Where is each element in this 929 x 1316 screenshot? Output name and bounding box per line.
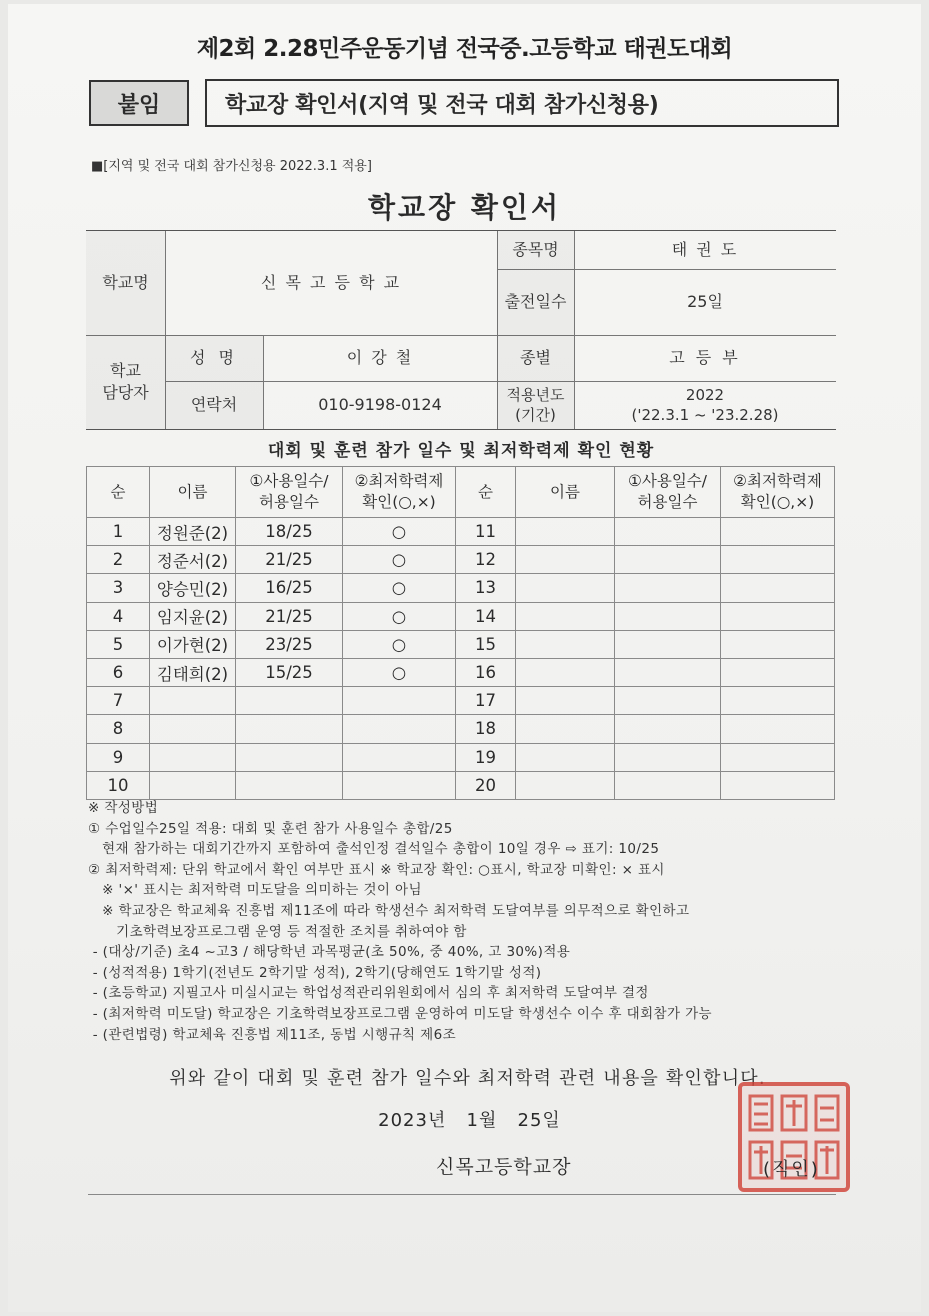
check-cell: ○ <box>343 546 456 574</box>
check-cell <box>721 743 835 771</box>
sport-value: 태 권 도 <box>671 240 739 260</box>
name-cell: 정원준(2) <box>150 518 236 546</box>
note-line: ※ 학교장은 학교체육 진흥법 제11조에 따라 학생선수 최저학력 도달여부를 의무적으로 확인하고 <box>88 902 690 919</box>
header-name-right: 이름 <box>516 467 615 518</box>
header-check: ②최저학력제 확인(○,×) <box>343 467 456 518</box>
check-cell <box>721 574 835 602</box>
name-cell <box>516 602 615 630</box>
seq-cell: 12 <box>456 546 516 574</box>
note-line: ※ '×' 표시는 최저학력 미도달을 의미하는 것이 아님 <box>88 882 422 899</box>
table-row <box>87 518 835 546</box>
days-cell <box>236 715 343 743</box>
seq-cell: 5 <box>87 630 150 658</box>
manager-label <box>86 335 165 429</box>
seq-cell: 17 <box>456 687 516 715</box>
days-cell <box>615 630 721 658</box>
seq-cell: 4 <box>87 602 150 630</box>
days-cell: 16/25 <box>236 574 343 602</box>
contact-label: 연락처 <box>165 381 263 429</box>
days-cell <box>236 743 343 771</box>
table-row <box>87 630 835 658</box>
days-cell <box>615 574 721 602</box>
days-cell: 18/25 <box>236 518 343 546</box>
header-name: 이름 <box>150 467 236 518</box>
check-cell: ○ <box>343 602 456 630</box>
table-header-row <box>87 467 835 518</box>
seq-cell: 9 <box>87 743 150 771</box>
days-cell: 21/25 <box>236 546 343 574</box>
days-cell <box>615 743 721 771</box>
days-cell <box>236 687 343 715</box>
contact-value: 010-9198-0124 <box>318 395 442 415</box>
manager-name-value: 이 강 철 <box>346 348 414 368</box>
days-cell <box>615 546 721 574</box>
seq-cell: 19 <box>456 743 516 771</box>
year-value-line1: 2022 <box>685 385 725 404</box>
year-value <box>574 381 836 429</box>
school-name-label: 학교명 <box>86 231 165 335</box>
seq-cell: 15 <box>456 630 516 658</box>
year-label <box>497 381 574 429</box>
seq-cell: 11 <box>456 518 516 546</box>
attachment-title: 학교장 확인서(지역 및 전국 대회 참가신청용) <box>205 79 839 127</box>
header-days-right: ①사용일수/ 허용일수 <box>615 467 721 518</box>
header-seq: 순 <box>87 467 150 518</box>
name-cell <box>150 715 236 743</box>
note-line: 기초학력보장프로그램 운영 등 적절한 조치를 취하여야 함 <box>88 923 467 940</box>
manager-name-label: 성 명 <box>165 335 263 381</box>
year-label-line1: 적용년도 <box>506 385 565 404</box>
check-cell: ○ <box>343 574 456 602</box>
check-cell <box>721 771 835 799</box>
check-cell <box>343 771 456 799</box>
note-line: ① 수업일수25일 적용: 대회 및 훈련 참가 사용일수 총합/25 <box>88 820 453 837</box>
issue-date: 2023년 1월 25일 <box>378 1110 561 1131</box>
document-title: 학교장 확인서 <box>367 191 562 224</box>
check-cell <box>721 630 835 658</box>
check-cell: ○ <box>343 658 456 686</box>
days-cell <box>615 771 721 799</box>
note-line: - (초등학교) 지필고사 미실시교는 학업성적관리위원회에서 심의 후 최저학력 도달여부 결정 <box>88 985 649 1002</box>
seq-cell: 13 <box>456 574 516 602</box>
seq-cell: 3 <box>87 574 150 602</box>
note-line: - (성적적용) 1학기(전년도 2학기말 성적), 2학기(당해연도 1학기말 성적) <box>88 964 542 981</box>
table-row <box>87 546 835 574</box>
note-line: - (관련법령) 학교체육 진흥법 제11조, 동법 시행규칙 제6조 <box>88 1026 457 1043</box>
name-cell <box>516 687 615 715</box>
name-cell <box>516 771 615 799</box>
note-line: - (최저학력 미도달) 학교장은 기초학력보장프로그램 운영하여 미도달 학생선수 이수 후 대회참가 가능 <box>88 1005 712 1022</box>
attachment-label: 붙임 <box>89 80 189 126</box>
days-cell <box>615 602 721 630</box>
check-cell <box>343 743 456 771</box>
header-seq-right: 순 <box>456 467 516 518</box>
principal-title: 신목고등학교장 <box>436 1156 572 1178</box>
name-cell: 이가현(2) <box>150 630 236 658</box>
days-cell: 23/25 <box>236 630 343 658</box>
name-cell <box>516 715 615 743</box>
note-line: ② 최저학력제: 단위 학교에서 확인 여부만 표시 ※ 학교장 확인: ○표시, 학교장 미확인: × 표시 <box>88 861 665 878</box>
name-cell <box>516 546 615 574</box>
school-name-value: 신 목 고 등 학 교 <box>260 273 402 293</box>
days-label: 출전일수 <box>497 269 574 335</box>
seq-cell: 8 <box>87 715 150 743</box>
division-label: 종별 <box>497 335 574 381</box>
name-cell <box>516 658 615 686</box>
check-cell <box>721 602 835 630</box>
days-cell: 15/25 <box>236 658 343 686</box>
note-line: 현재 참가하는 대회기간까지 포함하여 출석인정 결석일수 총합이 10일 경우 ⇨ 표기: 10/25 <box>88 841 660 858</box>
check-cell <box>721 658 835 686</box>
participation-table <box>86 466 835 800</box>
event-title: 제2회 2.28민주운동기념 전국중.고등학교 태권도대회 <box>196 36 733 62</box>
seq-cell: 6 <box>87 658 150 686</box>
days-cell <box>615 715 721 743</box>
name-cell <box>150 687 236 715</box>
seal-label: (직인) <box>763 1159 820 1180</box>
check-cell: ○ <box>343 518 456 546</box>
seq-cell: 14 <box>456 602 516 630</box>
days-cell <box>615 658 721 686</box>
table-row <box>87 574 835 602</box>
table-row <box>87 743 835 771</box>
name-cell <box>150 743 236 771</box>
check-cell <box>721 715 835 743</box>
name-cell: 양승민(2) <box>150 574 236 602</box>
check-cell <box>721 546 835 574</box>
check-cell <box>721 687 835 715</box>
header-check-right: ②최저학력제 확인(○,×) <box>721 467 835 518</box>
manager-label-line1: 학교 <box>110 361 141 381</box>
check-cell: ○ <box>343 630 456 658</box>
confirmation-statement: 위와 같이 대회 및 훈련 참가 일수와 최저학력 관련 내용을 확인합니다. <box>169 1068 766 1089</box>
table-row <box>87 715 835 743</box>
form-note: ■[지역 및 전국 대회 참가신청용 2022.3.1 적용] <box>91 159 372 174</box>
table-row <box>87 771 835 799</box>
table-row <box>87 658 835 686</box>
days-cell <box>236 771 343 799</box>
name-cell <box>516 743 615 771</box>
name-cell <box>150 771 236 799</box>
year-value-line2: ('22.3.1 ~ '23.2.28) <box>631 406 779 424</box>
table-row <box>87 687 835 715</box>
year-label-line2: (기간) <box>515 406 556 424</box>
school-info-table <box>86 230 836 430</box>
check-cell <box>343 715 456 743</box>
note-line: ※ 작성방법 <box>88 800 159 816</box>
manager-label-line2: 담당자 <box>102 383 149 402</box>
check-cell <box>721 518 835 546</box>
days-cell <box>615 518 721 546</box>
seq-cell: 7 <box>87 687 150 715</box>
bottom-divider <box>88 1194 836 1195</box>
division-value: 고 등 부 <box>669 348 741 368</box>
table-title: 대회 및 훈련 참가 일수 및 최저학력제 확인 현황 <box>267 441 655 461</box>
days-cell: 21/25 <box>236 602 343 630</box>
name-cell: 김태희(2) <box>150 658 236 686</box>
sport-label: 종목명 <box>497 231 574 269</box>
writing-instructions <box>88 798 848 1045</box>
days-value: 25일 <box>687 292 723 312</box>
name-cell: 임지윤(2) <box>150 602 236 630</box>
seq-cell: 10 <box>87 771 150 799</box>
seq-cell: 16 <box>456 658 516 686</box>
seq-cell: 1 <box>87 518 150 546</box>
seq-cell: 18 <box>456 715 516 743</box>
header-days: ①사용일수/ 허용일수 <box>236 467 343 518</box>
name-cell <box>516 630 615 658</box>
name-cell <box>516 518 615 546</box>
check-cell <box>343 687 456 715</box>
note-line: - (대상/기준) 초4 ~고3 / 해당학년 과목평균(초 50%, 중 40%, 고 30%)적용 <box>88 944 571 961</box>
name-cell: 정준서(2) <box>150 546 236 574</box>
table-row <box>87 602 835 630</box>
days-cell <box>615 687 721 715</box>
seq-cell: 20 <box>456 771 516 799</box>
name-cell <box>516 574 615 602</box>
seq-cell: 2 <box>87 546 150 574</box>
